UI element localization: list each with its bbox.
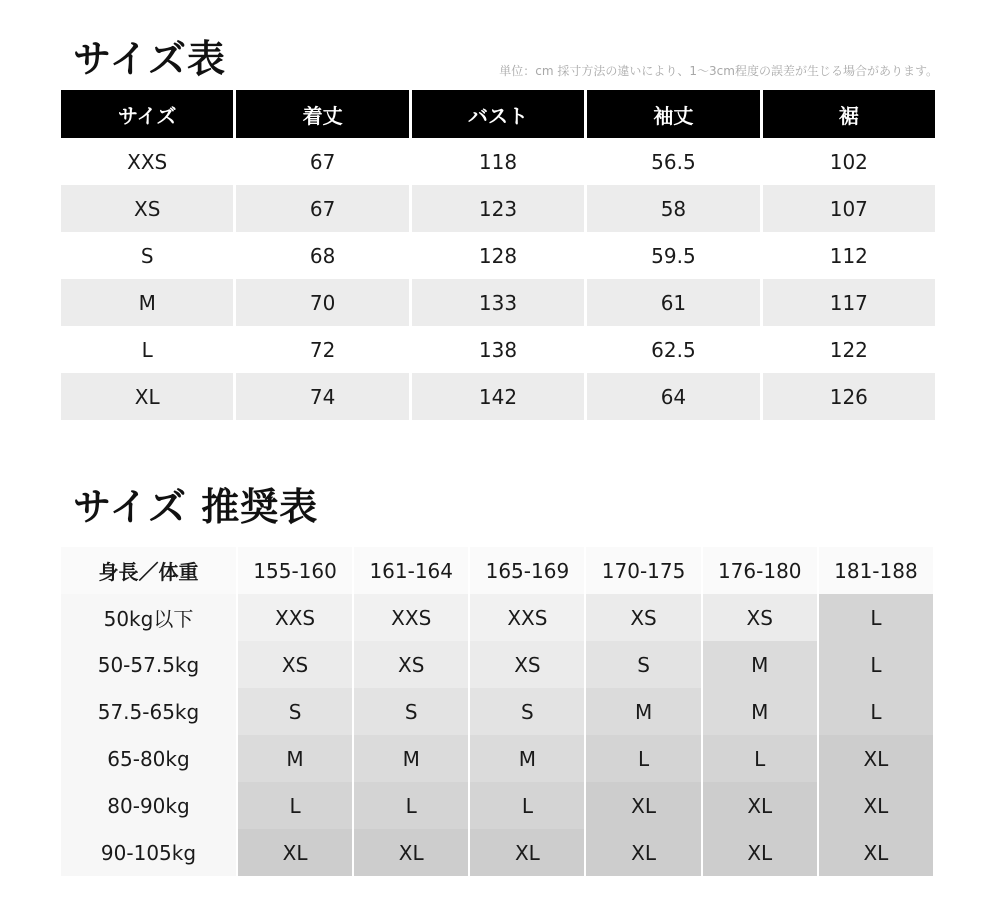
weight-range-cell: 50kg以下	[61, 594, 238, 641]
recommended-size-cell: S	[238, 688, 354, 735]
corner-label: 身長／体重	[61, 547, 238, 594]
recommended-size-cell: L	[238, 782, 354, 829]
size-chart-title: サイズ表	[73, 37, 226, 81]
height-range-cell: 176-180	[703, 547, 819, 594]
height-range-cell: 155-160	[238, 547, 354, 594]
recommended-size-cell: S	[586, 641, 702, 688]
measurement-cell: 62.5	[651, 337, 696, 362]
table-row	[61, 279, 935, 326]
table-row	[61, 782, 935, 829]
measurement-cell: 58	[587, 185, 759, 232]
height-range-cell: 181-188	[819, 547, 935, 594]
recommendation-header	[61, 547, 935, 594]
measurement-cell: 67	[309, 149, 336, 174]
height-range-cell: 165-169	[470, 547, 586, 594]
table-row	[61, 326, 935, 373]
table-row	[61, 232, 935, 279]
measurement-note: 単位：cm 採寸方法の違いにより、1〜3cm程度の誤差が生じる場合があります。	[499, 64, 938, 78]
height-range-cell: 170-175	[586, 547, 702, 594]
measurement-cell: 133	[412, 279, 584, 326]
recommendation-table	[61, 547, 935, 876]
measurement-cell: 67	[236, 185, 408, 232]
measurement-cell: 72	[309, 337, 336, 362]
table-row	[61, 594, 935, 641]
measurement-cell: 70	[236, 279, 408, 326]
recommended-size-cell: S	[470, 688, 586, 735]
measurement-cell: 112	[829, 243, 868, 268]
measurement-cell: 122	[829, 337, 868, 362]
recommended-size-cell: XL	[470, 829, 586, 876]
measurement-cell: 118	[478, 149, 518, 174]
table-row	[61, 688, 935, 735]
size-table	[61, 90, 935, 420]
header-cell: 袖丈	[587, 90, 759, 138]
recommended-size-cell: XS	[238, 641, 354, 688]
height-range-cell: 161-164	[354, 547, 470, 594]
recommended-size-cell: XS	[703, 594, 819, 641]
table-row	[61, 185, 935, 232]
recommended-size-cell: XXS	[238, 594, 354, 641]
recommendation-body	[61, 594, 935, 876]
weight-range-cell: 50-57.5kg	[61, 641, 238, 688]
recommended-size-cell: L	[354, 782, 470, 829]
size-label-cell: XS	[61, 185, 233, 232]
recommended-size-cell: XL	[586, 829, 702, 876]
recommended-size-cell: XL	[586, 782, 702, 829]
measurement-cell: 61	[587, 279, 759, 326]
recommended-size-cell: XXS	[354, 594, 470, 641]
table-row	[61, 138, 935, 185]
measurement-cell: 74	[236, 373, 408, 420]
size-table-body	[61, 138, 935, 420]
recommended-size-cell: XL	[819, 829, 935, 876]
recommended-size-cell: L	[819, 594, 935, 641]
measurement-cell: 107	[763, 185, 935, 232]
header-cell: 裾	[763, 90, 935, 138]
size-label-cell: XXS	[127, 149, 168, 174]
recommended-size-cell: XL	[819, 782, 935, 829]
size-label-cell: M	[61, 279, 233, 326]
recommended-size-cell: M	[703, 688, 819, 735]
recommended-size-cell: XXS	[470, 594, 586, 641]
size-label-cell: XL	[61, 373, 233, 420]
recommended-size-cell: S	[354, 688, 470, 735]
measurement-cell: 128	[478, 243, 518, 268]
recommended-size-cell: XL	[703, 782, 819, 829]
header-cell: バスト	[412, 90, 584, 138]
size-label-cell: L	[141, 337, 153, 362]
recommended-size-cell: L	[470, 782, 586, 829]
measurement-cell: 123	[412, 185, 584, 232]
measurement-cell: 142	[412, 373, 584, 420]
measurement-cell: 102	[829, 149, 868, 174]
weight-range-cell: 65-80kg	[61, 735, 238, 782]
recommended-size-cell: L	[819, 688, 935, 735]
recommended-size-cell: XL	[703, 829, 819, 876]
size-table-header	[61, 90, 935, 138]
measurement-cell: 56.5	[651, 149, 696, 174]
recommended-size-cell: XS	[470, 641, 586, 688]
recommended-size-cell: XL	[238, 829, 354, 876]
recommended-size-cell: L	[586, 735, 702, 782]
recommended-size-cell: M	[354, 735, 470, 782]
table-row	[61, 735, 935, 782]
recommended-size-cell: M	[470, 735, 586, 782]
header-cell: 着丈	[236, 90, 408, 138]
weight-range-cell: 80-90kg	[61, 782, 238, 829]
size-label-cell: S	[140, 243, 154, 268]
recommended-size-cell: M	[703, 641, 819, 688]
weight-range-cell: 90-105kg	[61, 829, 238, 876]
measurement-cell: 138	[478, 337, 518, 362]
recommended-size-cell: M	[238, 735, 354, 782]
measurement-cell: 64	[587, 373, 759, 420]
table-row	[61, 373, 935, 420]
table-row	[61, 829, 935, 876]
recommended-size-cell: M	[586, 688, 702, 735]
recommended-size-cell: XS	[586, 594, 702, 641]
measurement-cell: 126	[763, 373, 935, 420]
measurement-cell: 117	[763, 279, 935, 326]
recommended-size-cell: XL	[819, 735, 935, 782]
weight-range-cell: 57.5-65kg	[61, 688, 238, 735]
measurement-cell: 59.5	[651, 243, 696, 268]
recommended-size-cell: L	[703, 735, 819, 782]
table-row	[61, 641, 935, 688]
header-cell: サイズ	[61, 90, 233, 138]
recommendation-title: サイズ 推奨表	[73, 485, 319, 529]
recommended-size-cell: XL	[354, 829, 470, 876]
recommended-size-cell: L	[819, 641, 935, 688]
measurement-cell: 68	[309, 243, 336, 268]
recommended-size-cell: XS	[354, 641, 470, 688]
